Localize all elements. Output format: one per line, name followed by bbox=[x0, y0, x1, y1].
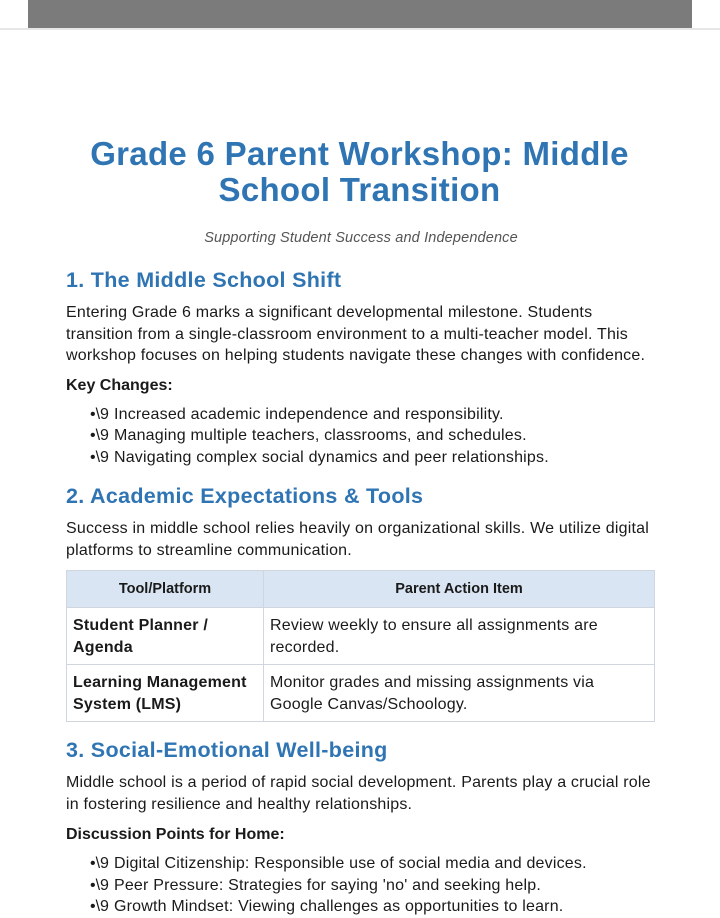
page-top-edge bbox=[0, 28, 720, 30]
document-title: Grade 6 Parent Workshop: Middle School Transition bbox=[90, 135, 629, 208]
bullet-marker: •\9 bbox=[90, 898, 109, 915]
list-item: •\9 Growth Mindset: Viewing challenges as opportunities to learn. bbox=[90, 898, 564, 915]
bullet-marker: •\9 bbox=[90, 448, 109, 466]
section-3-paragraph: Middle school is a period of rapid social development. Parents play a crucial role in fostering resilience and healthy relationships. bbox=[66, 774, 651, 813]
section-1-heading: 1. The Middle School Shift bbox=[66, 268, 342, 292]
table-cell: Student Planner / Agenda bbox=[67, 608, 264, 665]
discussion-points-label: Discussion Points for Home: bbox=[66, 826, 285, 843]
bullet-marker: •\9 bbox=[90, 427, 109, 444]
bullet-marker: •\9 bbox=[90, 876, 109, 894]
column-header-tool: Tool/Platform bbox=[67, 571, 264, 608]
section-1-paragraph: Entering Grade 6 marks a significant developmental milestone. Students transition from a single-classroom environment to a multi-teacher model. This workshop focuses on helping students navigate these changes with confidence. bbox=[66, 304, 646, 364]
window-top-bar bbox=[28, 0, 692, 28]
table-cell: Monitor grades and missing assignments via Google Canvas/Schoology. bbox=[264, 665, 655, 722]
section-2-heading: 2. Academic Expectations & Tools bbox=[66, 484, 424, 508]
bullet-marker: •\9 bbox=[90, 405, 109, 423]
list-item: •\9 Peer Pressure: Strategies for saying 'no' and seeking help. bbox=[90, 876, 541, 894]
section-2-paragraph: Success in middle school relies heavily on organizational skills. We utilize digital platforms to streamline communication. bbox=[66, 520, 649, 559]
table-row bbox=[67, 608, 655, 665]
list-item: •\9 Managing multiple teachers, classrooms, and schedules. bbox=[90, 427, 527, 444]
table-header-row bbox=[67, 571, 655, 608]
list-item: •\9 Increased academic independence and responsibility. bbox=[90, 405, 504, 423]
document-page bbox=[66, 136, 656, 918]
table-row bbox=[67, 665, 655, 722]
key-changes-list bbox=[66, 404, 656, 469]
key-changes-label: Key Changes: bbox=[66, 376, 173, 394]
table-cell: Learning Management System (LMS) bbox=[67, 665, 264, 722]
bullet-marker: •\9 bbox=[90, 855, 109, 872]
list-item: •\9 Navigating complex social dynamics and peer relationships. bbox=[90, 448, 549, 466]
column-header-action: Parent Action Item bbox=[264, 571, 655, 608]
list-item: •\9 Digital Citizenship: Responsible use of social media and devices. bbox=[90, 855, 587, 872]
discussion-points-list bbox=[66, 853, 656, 918]
table-cell: Review weekly to ensure all assignments are recorded. bbox=[264, 608, 655, 665]
document-subtitle: Supporting Student Success and Independence bbox=[204, 230, 518, 246]
tools-table bbox=[66, 570, 655, 722]
section-3-heading: 3. Social-Emotional Well-being bbox=[66, 738, 388, 762]
